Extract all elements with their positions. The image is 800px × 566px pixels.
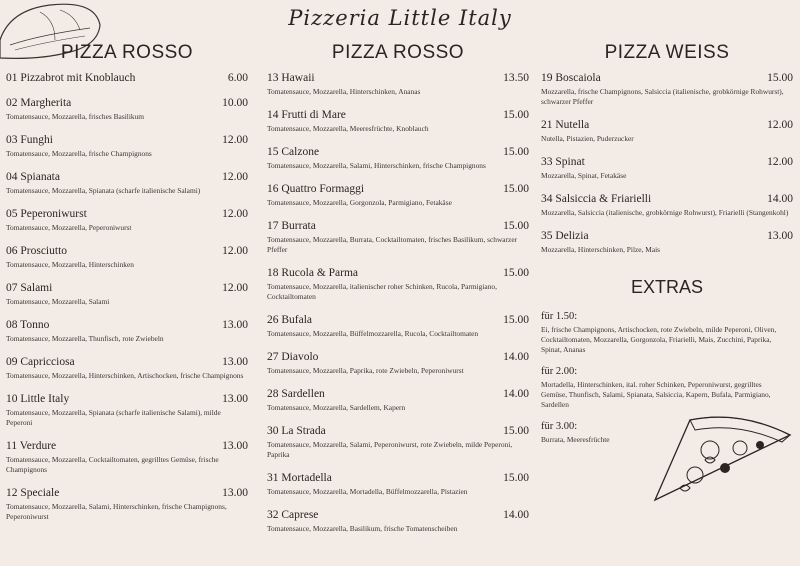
menu-item [267,71,529,97]
menu-item [6,207,248,233]
menu-item-row [541,71,793,85]
menu-item-description: Mozzarella, Spinat, Fetakäse [541,171,627,180]
menu-item-row [6,96,248,110]
menu-item-row [541,192,793,206]
menu-item-description: Mozzarella, Hinterschinken, Pilze, Mais [541,245,661,254]
menu-item-row [6,244,248,258]
menu-item [6,71,248,85]
menu-item-row [267,266,529,280]
menu-item [267,313,529,339]
menu-item-description: Mozzarella, Salsiccia (italienische, grobkörnige Rohwurst), Friarielli (Stangenkohl) [541,208,789,217]
menu-item-row [267,471,529,485]
menu-item-name: 34 Salsiccia & Friarielli [541,193,652,205]
menu-item-description: Tomatensauce, Mozzarella, Gorgonzola, Parmigiano, Fetakäse [267,198,452,207]
menu-item-row [6,486,248,500]
menu-item-price: 12.00 [222,208,248,220]
section-heading: PIZZA ROSSO [331,42,465,63]
menu-item-name: 19 Boscaiola [541,72,601,84]
menu-item-name: 26 Bufala [267,314,313,326]
menu-item [6,170,248,196]
menu-item [267,182,529,208]
menu-item-row [6,318,248,332]
menu-item-row [267,350,529,364]
column-pizza-weiss [541,42,793,455]
menu-item-price: 12.00 [222,171,248,183]
menu-item-description: Tomatensauce, Mozzarella, Mortadella, Büffelmozzarella, Pistazien [267,487,468,496]
menu-item-description: Tomatensauce, Mozzarella, Meeresfrüchte, Knoblauch [267,124,429,133]
menu-item [267,424,529,460]
menu-item-name: 02 Margherita [6,97,72,109]
extras-price-label: für 2.00: [541,366,578,377]
menu-item-description: Tomatensauce, Mozzarella, Hinterschinken, Ananas [267,87,421,96]
menu-item-price: 10.00 [222,97,248,109]
menu-item-name: 28 Sardellen [267,388,325,400]
menu-item-name: 07 Salami [6,282,53,294]
page-title: Pizzeria Little Italy [288,6,512,30]
menu-item-description: Tomatensauce, Mozzarella, Salami, Hinterschinken, frische Champignons [267,161,486,170]
column-pizza-rosso-1 [6,42,248,533]
menu-item-name: 08 Tonno [6,319,50,331]
menu-item-row [6,355,248,369]
menu-item-name: 13 Hawaii [267,72,315,84]
menu-item-price: 14.00 [767,193,793,205]
menu-item-name: 05 Peperoniwurst [6,208,87,220]
menu-item-name: 17 Burrata [267,220,316,232]
menu-item-description: Tomatensauce, Mozzarella, Thunfisch, rote Zwiebeln [6,334,164,343]
menu-item-row [6,133,248,147]
menu-item [6,318,248,344]
menu-item-name: 33 Spinat [541,156,585,168]
menu-item [267,266,529,302]
menu-item [6,96,248,122]
menu-item-name: 15 Calzone [267,146,320,158]
menu-item [6,439,248,475]
menu-item [6,133,248,159]
menu-item-row [267,145,529,159]
menu-item [541,155,793,181]
menu-item [6,392,248,428]
menu-item-row [6,170,248,184]
menu-item-name: 11 Verdure [6,440,57,452]
menu-item-name: 10 Little Italy [6,393,70,405]
menu-item [267,471,529,497]
menu-item [267,108,529,134]
menu-item [267,350,529,376]
menu-item-price: 13.00 [767,230,793,242]
menu-item-price: 15.00 [503,472,529,484]
menu-item-price: 15.00 [767,72,793,84]
menu-item-name: 18 Rucola & Parma [267,267,359,279]
menu-item-description: Mozzarella, frische Champignons, Salsiccia (italienische, grobkörnige Rohwurst), schwarzer Pfeffer [541,87,784,106]
menu-item-name: 30 La Strada [267,425,326,437]
menu-item-description: Tomatensauce, Mozzarella, frische Champignons [6,149,152,158]
menu-item-description: Tomatensauce, Mozzarella, Peperoniwurst [6,223,132,232]
menu-item-description: Tomatensauce, Mozzarella, Sardellem, Kapern [267,403,406,412]
menu-item [267,219,529,255]
menu-item-description: Tomatensauce, Mozzarella, Salami, Hinterschinken, frische Champignons, Peperoniwurst [6,502,227,521]
menu-item-price: 13.00 [222,319,248,331]
menu-item-price: 12.00 [767,119,793,131]
pizza-slice-illustration [650,410,795,505]
extras-price-label: für 3.00: [541,421,578,432]
extras-items: Burrata, Meeresfrüchte [541,435,610,444]
menu-item-name: 32 Caprese [267,509,319,521]
menu-item-price: 12.00 [767,156,793,168]
menu-item-description: Tomatensauce, Mozzarella, italienischer roher Schinken, Rucola, Parmigiano, Cocktailtomaten [267,282,497,301]
menu-item-description: Tomatensauce, Mozzarella, Büffelmozzarella, Rucola, Cocktailtomaten [267,329,479,338]
menu-item [267,387,529,413]
menu-item-description: Tomatensauce, Mozzarella, Cocktailtomaten, gegrilltes Gemüse, frische Champignons [6,455,219,474]
menu-item-name: 16 Quattro Formaggi [267,183,365,195]
menu-item-row [267,508,529,522]
menu-item-name: 06 Prosciutto [6,245,68,257]
menu-item-name: 01 Pizzabrot mit Knoblauch [6,72,136,84]
menu-item-row [267,219,529,233]
menu-item-row [267,71,529,85]
menu-item-price: 14.00 [503,351,529,363]
menu-item-description: Tomatensauce, Mozzarella, Basilikum, frische Tomatenscheiben [267,524,458,533]
section-heading: PIZZA WEISS [604,42,730,63]
menu-item [541,118,793,144]
menu-item [267,145,529,171]
menu-item-price: 12.00 [222,134,248,146]
menu-item-price: 15.00 [503,314,529,326]
menu-item-row [6,439,248,453]
menu-item [267,508,529,534]
menu-item-price: 15.00 [503,267,529,279]
menu-item-row [267,313,529,327]
menu-item-price: 12.00 [222,245,248,257]
menu-item-description: Tomatensauce, Mozzarella, Salami, Peperoniwurst, rote Zwiebeln, milde Peperoni, Paprika [267,440,513,459]
menu-item-row [541,229,793,243]
menu-item-description: Tomatensauce, Mozzarella, Hinterschinken, Artischocken, frische Champignons [6,371,244,380]
menu-item-description: Tomatensauce, Mozzarella, Hinterschinken [6,260,134,269]
menu-item-price: 15.00 [503,183,529,195]
menu-item-description: Tomatensauce, Mozzarella, frisches Basilikum [6,112,145,121]
menu-item-row [541,118,793,132]
menu-item-row [267,387,529,401]
menu-item-price: 15.00 [503,220,529,232]
menu-item [6,355,248,381]
menu-item-row [6,71,248,85]
menu-item-row [267,424,529,438]
menu-item-price: 15.00 [503,146,529,158]
menu-item-name: 21 Nutella [541,119,590,131]
menu-item [541,229,793,255]
menu-item-name: 31 Mortadella [267,472,332,484]
extras-heading: EXTRAS [630,277,704,297]
section-heading: PIZZA ROSSO [60,42,194,63]
extras-price-label: für 1.50: [541,311,578,322]
menu-item-row [6,207,248,221]
menu-item-price: 15.00 [503,109,529,121]
column-pizza-rosso-2 [267,42,529,545]
menu-item-price: 13.00 [222,440,248,452]
menu-item [6,281,248,307]
extras-items: Ei, frische Champignons, Artischocken, rote Zwiebeln, milde Peperoni, Oliven, Cocktailtomaten, Mozzarella, Gorgonzola, Friarielli, Mais, Zucchini, Paprika, Spinat, Ananas [541,325,777,354]
menu-item-description: Nutella, Pistazien, Puderzucker [541,134,634,143]
menu-item-price: 15.00 [503,425,529,437]
menu-item-price: 13.00 [222,356,248,368]
menu-item-name: 14 Frutti di Mare [267,109,346,121]
extras-items: Mortadella, Hinterschinken, ital. roher Schinken, Peperoniwurst, gegrilltes Gemüse, Thunfisch, Salami, Spianata, Salsiccia, Kapern, Bufala, Parmigiano, Sardellen [541,380,771,409]
menu-item-price: 6.00 [227,72,248,84]
menu-item [6,486,248,522]
menu-item-description: Tomatensauce, Mozzarella, Spianata (scharfe italienische Salami) [6,186,201,195]
menu-item-name: 27 Diavolo [267,351,319,363]
menu-item [6,244,248,270]
menu-item-price: 13.00 [222,487,248,499]
menu-item-row [541,155,793,169]
menu-item-name: 03 Funghi [6,134,53,146]
menu-item-description: Tomatensauce, Mozzarella, Salami [6,297,110,306]
menu-item-row [267,108,529,122]
menu-item [541,71,793,107]
menu-item-name: 04 Spianata [6,171,60,183]
menu-item-name: 35 Delizia [541,230,589,242]
menu-item-description: Tomatensauce, Mozzarella, Paprika, rote Zwiebeln, Peperoniwurst [267,366,464,375]
menu-item-price: 14.00 [503,509,529,521]
menu-item-price: 12.00 [222,282,248,294]
menu-item [541,192,793,218]
menu-item-price: 13.50 [503,72,529,84]
menu-item-price: 13.00 [222,393,248,405]
menu-item-row [267,182,529,196]
menu-item-description: Tomatensauce, Mozzarella, Burrata, Cocktailtomaten, frisches Basilikum, schwarzer Pfeffer [267,235,518,254]
menu-item-price: 14.00 [503,388,529,400]
menu-item-row [6,281,248,295]
menu-item-row [6,392,248,406]
menu-item-name: 09 Capricciosa [6,356,75,368]
menu-item-name: 12 Speciale [6,487,60,499]
menu-item-description: Tomatensauce, Mozzarella, Spianata (scharfe italienische Salami), milde Peperoni [6,408,221,427]
